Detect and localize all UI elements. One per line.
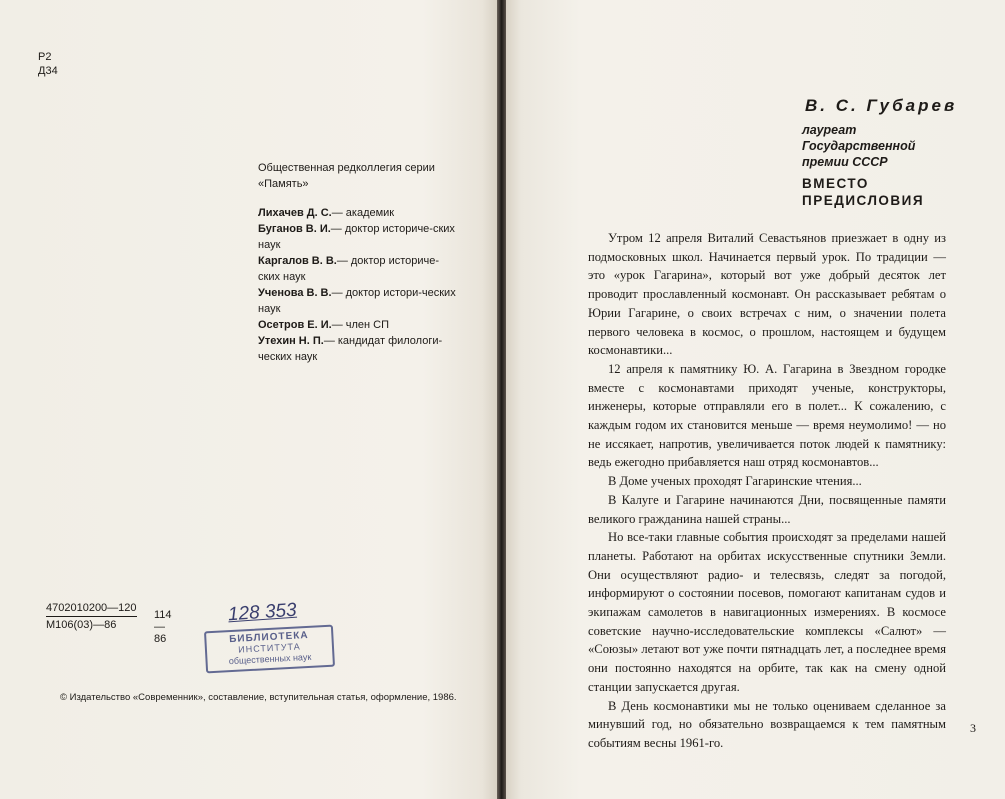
library-stamp [204,625,335,674]
left-page [0,0,497,799]
paragraph: Но все-таки главные события происходят за пределами нашей планеты. Работают на орбитах искусственные спутники Земли. Они осуществляют радио- и телесвязь, следят за погодой, информируют о состоянии посевов, помогают капитанам судов и экипажам самолетов в навигационных измерениях. В космосе советские научно-исследовательские комплексы «Салют» — «Союзы» летают вот уже почти пятнадцать лет, а последнее время они постоянно находятся на орбите, так как на смену одной станции запускается другая. [588,530,946,694]
member-name: Каргалов В. В. [258,255,337,267]
copyright-notice: © Издательство «Современник», составление, вступительная статья, оформление, 1986. [60,692,457,703]
member-role: — доктор историче-ских наук [258,255,440,283]
board-member [258,253,458,285]
section-heading [802,175,924,209]
paragraph: В День космонавтики мы не только оцениваем сделанное за минувший год, но обязательно возвращаемся к тем памятным событиям весны 1961-го. [588,698,946,750]
code-numerator: 4702010200—120 [46,601,137,617]
member-name: Лихачев Д. С. [258,207,332,219]
board-member [258,221,458,253]
board-member [258,285,458,317]
subtitle-line: премии СССР [802,155,888,169]
stamp-line: общественных наук [228,651,312,667]
paragraph: Утром 12 апреля Виталий Севастьянов приезжает в одну из подмосковных школ. Начинается первый урок. По традиции — это «урок Гагарина», который вот уже добрый десяток лет проводит прославленный космонавт. Он рассказывает ребятам о Юрии Гагарине, о своих встречах с ним, о значении полета первого человека в космос, о прошлом, настоящем и будущем космонавтики... [588,231,946,358]
classification-line: Д34 [38,65,58,77]
code-fraction [46,601,137,632]
member-name: Буганов В. И. [258,223,331,235]
member-name: Осетров Е. И. [258,319,332,331]
author-name: В. С. Губарев [805,96,958,115]
inventory-number: 128 353 [227,599,298,626]
member-role: — доктор историче-ских наук [258,223,455,251]
code-number: 114—86 [154,609,172,645]
board-member [258,317,458,333]
member-role: — член СП [331,319,390,331]
heading-line: ВМЕСТО [802,176,869,191]
book-spine [497,0,506,799]
subtitle-line: Государственной [802,139,916,153]
stamp-line: ИНСТИТУТА [237,641,301,655]
member-role: — академик [331,207,395,219]
board-intro: Общественная редколлегия серии «Память» [258,162,435,190]
author-subtitle [802,122,915,170]
publication-codes [46,601,172,645]
code-denominator: М106(03)—86 [46,619,117,631]
paragraph: В Калуге и Гагарине начинаются Дни, посвященные памяти великого гражданина нашей страны... [588,492,946,526]
editorial-board [258,160,458,365]
member-role: — кандидат филологи-ческих наук [258,335,443,363]
board-member [258,333,458,365]
paragraph: 12 апреля к памятнику Ю. А. Гагарина в Звездном городке вместе с космонавтами приходят ученые, конструкторы, инженеры, которые отправляли его в полет... К сожалению, с каждым годом их становится меньше — время неумолимо! — но не иссякает, напротив, увеличивается поток людей к памятнику: ведь ежегодно прибавляется наш отряд космонавтов... [588,361,946,470]
subtitle-line: лауреат [802,123,857,137]
member-name: Ученова В. В. [258,287,332,299]
member-role: — доктор истори-ческих наук [258,287,456,315]
preface-body [588,229,946,753]
classification-code [38,50,58,78]
paragraph: В Доме ученых проходят Гагаринские чтения... [608,474,862,489]
page-number: 3 [970,721,976,735]
member-name: Утехин Н. П. [258,335,324,347]
classification-line: Р2 [38,51,52,63]
board-member [258,205,458,221]
heading-line: ПРЕДИСЛОВИЯ [802,193,925,208]
stamp-line: БИБЛИОТЕКА [228,629,309,646]
